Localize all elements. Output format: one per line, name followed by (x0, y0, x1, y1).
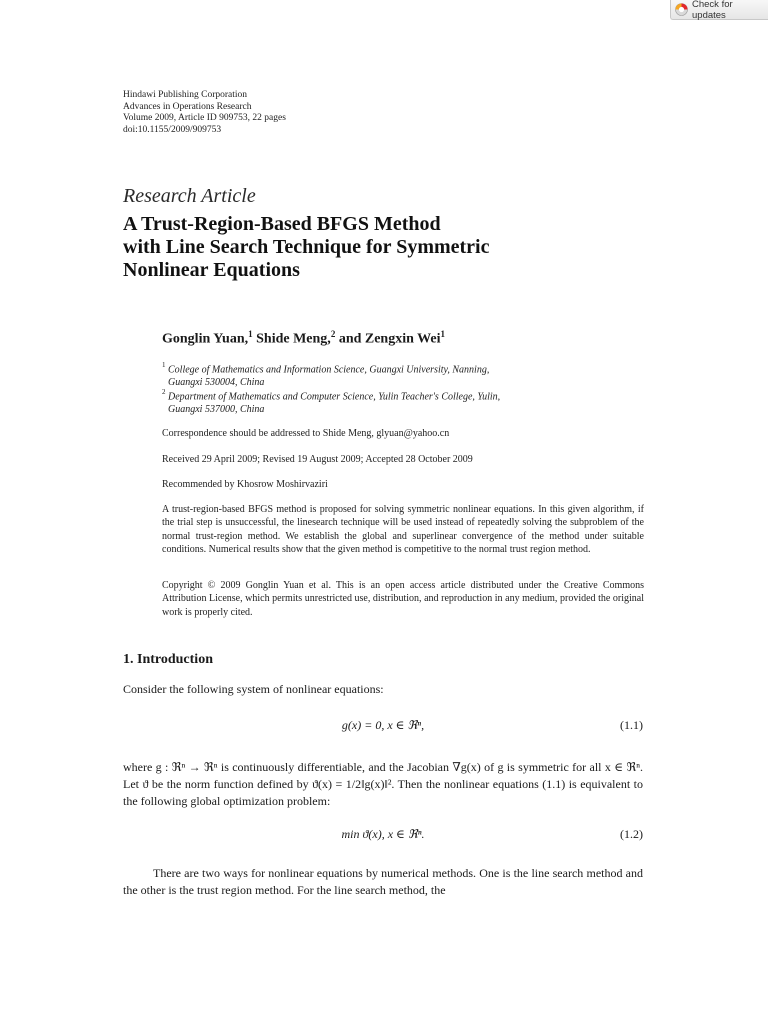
equation-number: (1.2) (620, 827, 643, 841)
author-affiliation-mark: 1 (440, 329, 445, 339)
body-paragraph: where g : ℜⁿ → ℜⁿ is continuously differentiable, and the Jacobian ∇g(x) of g is symmetric for all x ∈ ℜⁿ. Let ϑ be the norm function defined by ϑ(x) = 1/2‖g(x)‖². Then the nonlinear equations (1.1) is equivalent to the following global optimization problem: (123, 760, 643, 808)
publication-dates: Received 29 April 2009; Revised 19 August 2009; Accepted 28 October 2009 (162, 454, 473, 465)
copyright-notice: Copyright © 2009 Gonglin Yuan et al. This is an open access article distributed under the Creative Commons Attribution License, which permits unrestricted use, distribution, and reproduction in any medium, provided the original work is properly cited. (162, 580, 644, 618)
body-paragraph: There are two ways for nonlinear equations by numerical methods. One is the line search method and the other is the trust region method. For the line search method, the (123, 866, 643, 897)
author-name: Shide Meng, (256, 331, 331, 347)
section-heading: 1. Introduction (123, 652, 213, 667)
affiliation (162, 360, 632, 389)
journal-name: Advances in Operations Research (123, 101, 252, 112)
equation-body: min ϑ(x), x ∈ ℜⁿ. (341, 827, 425, 841)
title-line: A Trust-Region-Based BFGS Method (123, 213, 441, 235)
author-name: Gonglin Yuan, (162, 331, 249, 347)
abstract: A trust-region-based BFGS method is proposed for solving symmetric nonlinear equations. In this given algorithm, if the trial step is unsuccessful, the linesearch technique will be used instead of repeatedly solving the subproblem of the normal trust-region method. We establish the global and superlinear convergence of the method under suitable conditions. Numerical results show that the given method is competitive to the normal trust region method. (162, 504, 644, 555)
affiliation-line: Department of Mathematics and Computer Science, Yulin Teacher's College, Yulin, (168, 391, 501, 403)
affiliation-mark: 2 (162, 388, 166, 396)
title-line: Nonlinear Equations (123, 259, 300, 281)
paper-title (123, 213, 623, 282)
affiliation (162, 387, 632, 416)
author-affiliation-mark: 1 (248, 329, 253, 339)
crossmark-icon (675, 3, 688, 16)
author-affiliation-mark: 2 (330, 329, 336, 339)
doi: doi:10.1155/2009/909753 (123, 124, 222, 135)
affiliation-mark: 1 (162, 361, 166, 369)
body-paragraph: Consider the following system of nonlinear equations: (123, 682, 384, 696)
journal-header (123, 90, 286, 136)
equation-body: g(x) = 0, x ∈ ℜⁿ, (341, 718, 425, 732)
check-for-updates-button[interactable] (670, 0, 768, 20)
publisher: Hindawi Publishing Corporation (123, 90, 248, 100)
check-for-updates-label: Check for updates (692, 0, 733, 21)
affiliation-line: Guangxi 537000, China (168, 404, 265, 416)
equation (123, 827, 643, 844)
author-name: and Zengxin Wei (338, 331, 441, 347)
affiliation-line: Guangxi 530004, China (168, 377, 265, 389)
equation-number: (1.1) (620, 718, 643, 732)
equation (123, 718, 643, 735)
correspondence: Correspondence should be addressed to Shide Meng, glyuan@yahoo.cn (162, 428, 450, 439)
title-line: with Line Search Technique for Symmetric (123, 236, 490, 258)
volume-info: Volume 2009, Article ID 909753, 22 pages (123, 113, 286, 123)
recommended-by: Recommended by Khosrow Moshirvaziri (162, 479, 328, 490)
affiliation-line: College of Mathematics and Information Science, Guangxi University, Nanning, (168, 364, 490, 376)
author-list (162, 329, 445, 348)
article-type: Research Article (123, 185, 256, 207)
